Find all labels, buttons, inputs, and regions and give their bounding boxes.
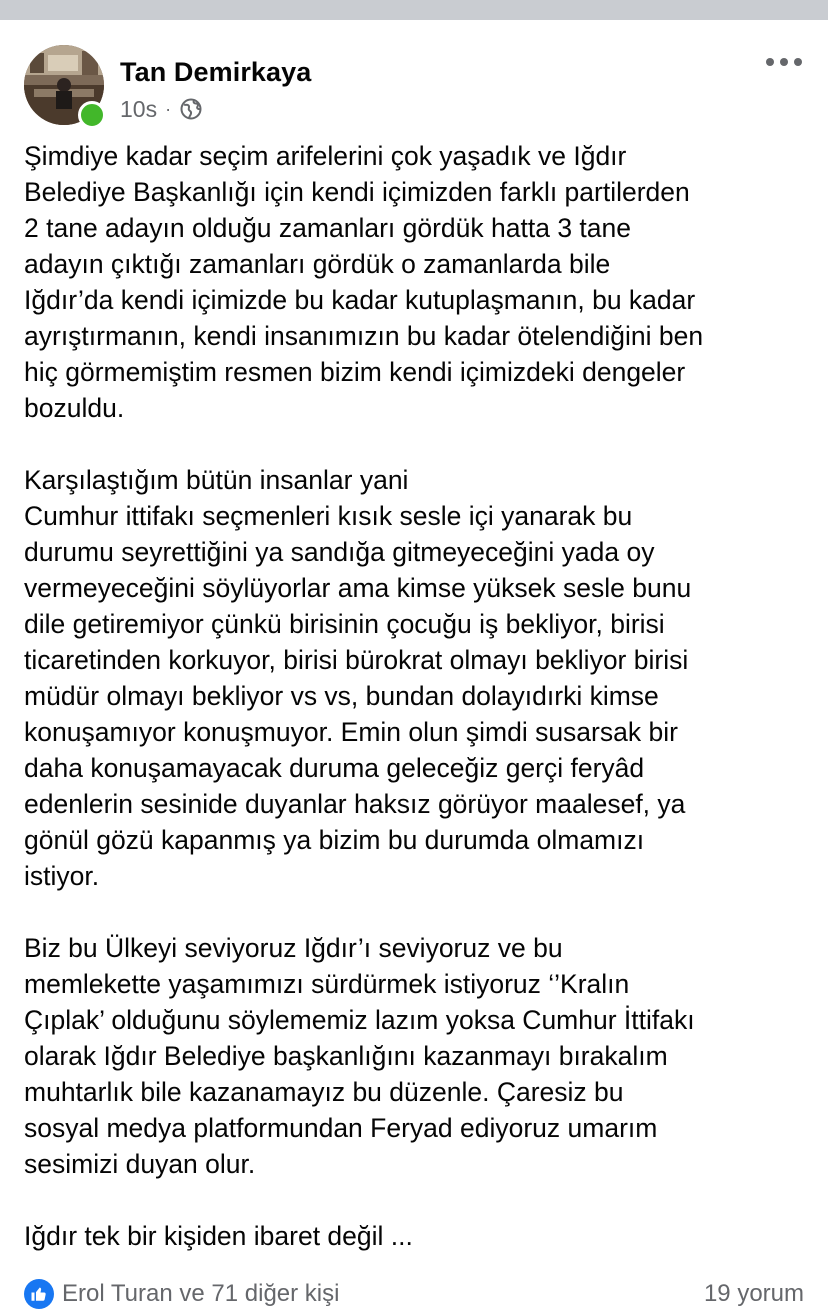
post-time[interactable]: 10s (120, 95, 158, 122)
reactions-bar (24, 1274, 804, 1314)
author-name[interactable]: Tan Demirkaya (120, 57, 312, 87)
online-status-indicator (78, 101, 106, 129)
globe-icon (179, 97, 203, 121)
comments-count-link[interactable]: 19 yorum (703, 1280, 804, 1307)
post-paragraph: Biz bu Ülkeyi seviyoruz Iğdır’ı seviyoruz ve bu memlekette yaşamımızı sürdürmek istiyoruz ‘’Kralın Çıplak’ olduğunu söylememiz lazım yoksa Cumhur İttifakı olarak Iğdır Belediye başkanlığını kazanmayı bırakalım muhtarlık bile kazanamayız bu düzenle. Çaresiz bu sosyal medya platformundan Feryad ediyoruz umarım sesimizi duyan olur. (24, 933, 695, 1179)
more-dot (766, 58, 774, 66)
meta-separator: · (165, 98, 172, 119)
post-paragraph: Karşılaştığım bütün insanlar yani Cumhur ittifakı seçmenleri kısık sesle içi yanarak bu durumu seyrettiğini ya sandığa gitmeyeceğini yada oy vermeyeceğini söylüyorlar ama kimse yüksek sesle bunu dile getiremiyor çünkü birisinin çocuğu iş bekliyor, birisi ticaretinden korkuyor, birisi bürokrat olmayı bekliyor birisi müdür olmayı bekliyor vs vs, bundan dolayıdırki kimse konuşamıyor konuşmuyor. Emin olun şimdi susarsak bir daha konuşamayacak duruma geleceğiz gerçi feryâd edenlerin sesinide duyanlar haksız görüyor maalesef, ya gönül gözü kapanmış ya bizim bu durumda olmamızı istiyor. (24, 465, 692, 891)
author-avatar[interactable] (24, 45, 104, 125)
post-paragraph: Şimdiye kadar seçim arifelerini çok yaşadık ve Iğdır Belediye Başkanlığı için kendi içimizden farklı partilerden 2 tane adayın olduğu zamanları gördük hatta 3 tane adayın çıktığı zamanları gördük o zamanlarda bile Iğdır’da kendi içimizde bu kadar kutuplaşmanın, bu kadar ayrıştırmanın, kendi insanımızın bu kadar ötelendiğini ben hiç görmemiştim resmen bizim kendi içimizdeki dengeler bozuldu. (24, 141, 704, 423)
more-dot (794, 58, 802, 66)
post-paragraph: Iğdır tek bir kişiden ibaret değil ... (24, 1221, 413, 1251)
post-text (24, 138, 814, 1254)
post-card (0, 20, 828, 1307)
more-dot (780, 58, 788, 66)
more-horizontal-icon[interactable] (766, 54, 802, 70)
feed-divider (0, 0, 828, 20)
like-reaction-icon (24, 1279, 54, 1309)
reactors-link[interactable]: Erol Turan ve 71 diğer kişi (62, 1280, 340, 1307)
post-meta (120, 96, 203, 122)
